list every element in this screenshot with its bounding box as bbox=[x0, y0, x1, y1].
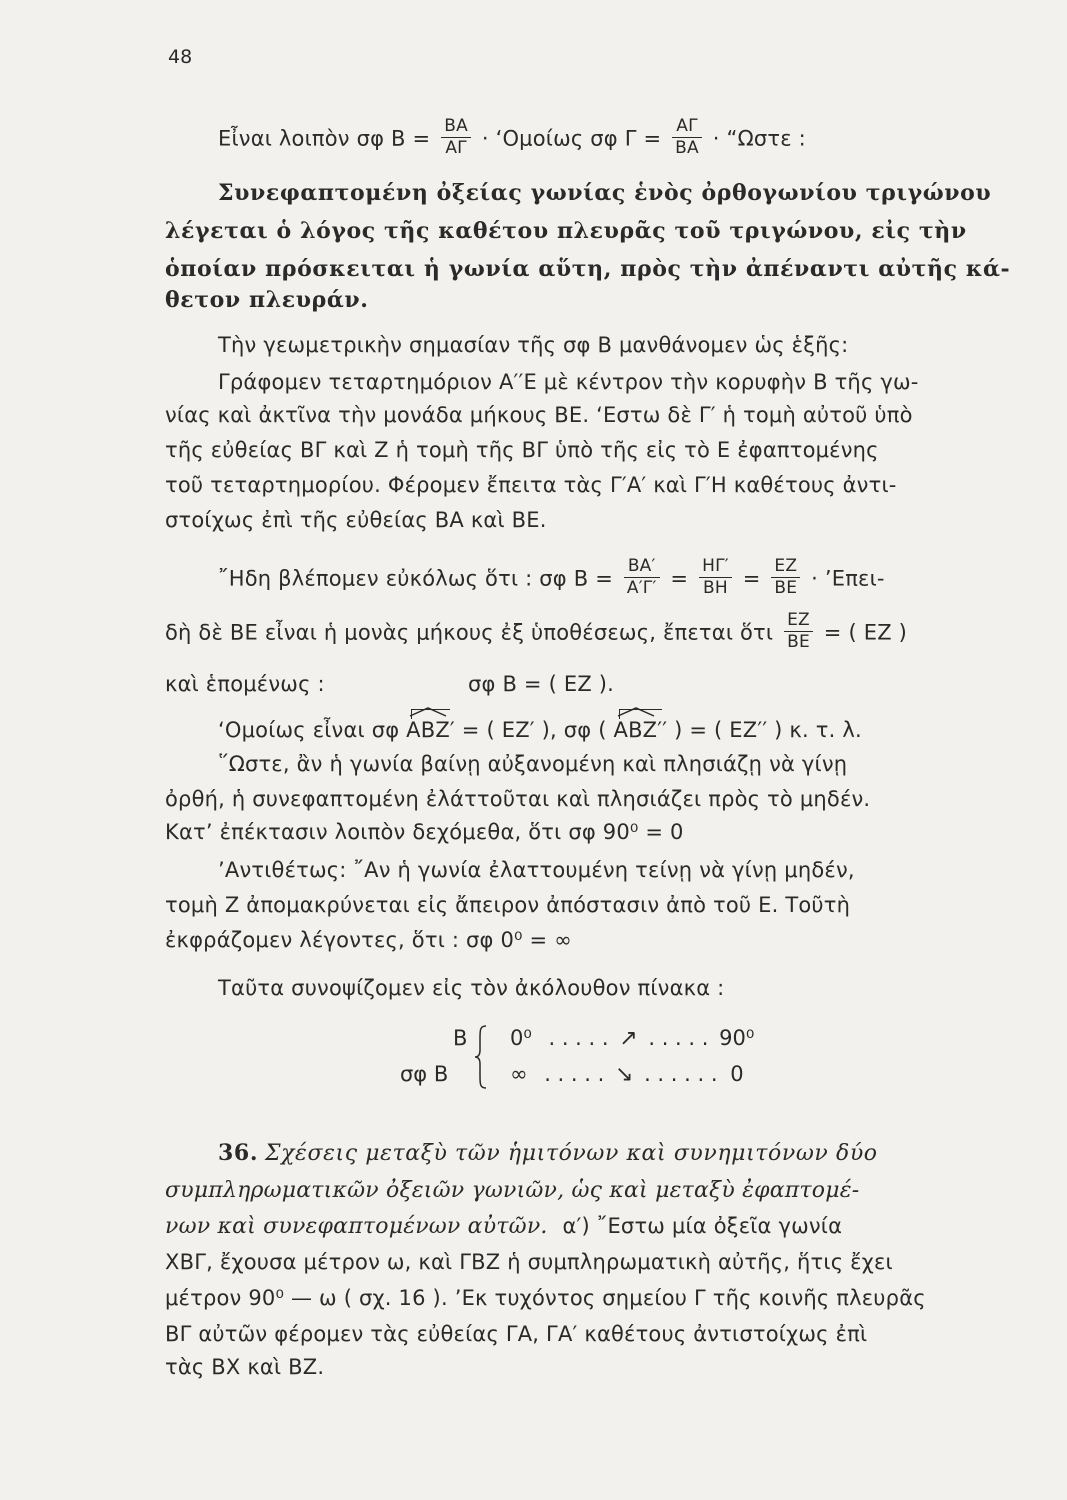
paragraph-line: Ταῦτα συνοψίζομεν εἰς τὸν ἀκόλουθον πίνακα : bbox=[218, 976, 725, 1000]
angle-abz-double-prime: ΑΒΖ′′ bbox=[614, 718, 668, 742]
fraction-hg-bh: $\frac{H\Gamma'}{BH}$ bbox=[699, 558, 732, 597]
table-row-values bbox=[510, 1062, 744, 1087]
text-segment: δὴ δὲ ΒΕ εἶναι ἡ μονὰς μήκους ἐξ ὑποθέσεως, ἔπεται ὅτι bbox=[165, 620, 774, 645]
text-segment: Εἶναι λοιπὸν σφ Β = bbox=[218, 126, 431, 151]
section-36-heading-line-1 bbox=[218, 1140, 878, 1166]
definition-line-4: θετον πλευράν. bbox=[165, 287, 369, 313]
equals-sign: = bbox=[670, 566, 689, 591]
text-segment: = ( ΕΖ′ ), σφ ( bbox=[461, 718, 607, 742]
paragraph-line: ἐκφράζομεν λέγοντες, ὅτι : σφ 0⁰ = ∞ bbox=[165, 928, 572, 952]
fraction-ez-be: $\frac{EZ}{BE}$ bbox=[771, 558, 800, 597]
section-title: νων καὶ συνεφαπτομένων αὐτῶν. bbox=[165, 1214, 548, 1239]
dots: . . . . . . bbox=[644, 1062, 718, 1086]
text-segment: ῎Ηδη βλέπομεν εὐκόλως ὅτι : σφ Β = bbox=[218, 566, 613, 591]
arrow-down-right-icon: ↘ bbox=[614, 1062, 634, 1087]
paragraph-line: μέτρον 90⁰ — ω ( σχ. 16 ). ’Εκ τυχόντος σημείου Γ τῆς κοινῆς πλευρᾶς bbox=[165, 1286, 926, 1310]
dots: . . . . . bbox=[648, 1026, 709, 1050]
arrow-up-right-icon: ↗ bbox=[619, 1026, 638, 1051]
row-label: σφ Β bbox=[400, 1062, 449, 1086]
table-row-values bbox=[510, 1026, 754, 1051]
text-segment: α′) ῎Εστω μία ὀξεῖα γωνία bbox=[562, 1214, 843, 1238]
section-36-line-3 bbox=[165, 1214, 842, 1239]
brace-icon bbox=[474, 1024, 488, 1090]
row-label: Β bbox=[453, 1026, 468, 1050]
equation-consequently bbox=[165, 672, 325, 696]
paragraph-line: ὀρθή, ἡ συνεφαπτομένη ἐλάττοῦται καὶ πλησιάζει πρὸς τὸ μηδέν. bbox=[165, 787, 871, 811]
value-start: 0⁰ bbox=[510, 1026, 532, 1050]
definition-line-2: λέγεται ὁ λόγος τῆς καθέτου πλευρᾶς τοῦ τριγώνου, εἰς τὴν bbox=[165, 218, 967, 244]
text-segment: · ’Επει- bbox=[811, 566, 885, 591]
paragraph-line: τομὴ Ζ ἀπομακρύνεται εἰς ἄπειρον ἀπόστασιν ἀπὸ τοῦ Ε. Τοῦτὴ bbox=[165, 893, 851, 917]
angle-hat-icon bbox=[408, 707, 448, 717]
paragraph-line: τῆς εὐθείας ΒΓ καὶ Ζ ἡ τομὴ τῆς ΒΓ ὑπὸ τῆς εἰς τὸ Ε ἐφαπτομένης bbox=[165, 438, 879, 462]
table-row bbox=[453, 1026, 467, 1050]
paragraph-line: τὰς ΒΧ καὶ ΒΖ. bbox=[165, 1355, 325, 1379]
text-segment: ‘Ομοίως εἶναι σφ bbox=[218, 718, 400, 742]
value-end: 0 bbox=[730, 1062, 744, 1086]
text-segment: = ( ΕΖ ) bbox=[823, 620, 908, 645]
angle-abz-prime: ΑΒΖ′ bbox=[406, 718, 455, 742]
fraction-ag-ba: $\frac{A\Gamma}{BA}$ bbox=[672, 118, 702, 157]
angle-hat-icon bbox=[616, 707, 656, 717]
paragraph-line: νίας καὶ ἀκτῖνα τὴν μονάδα μήκους ΒΕ. ‘Εστω δὲ Γ′ ἡ τομὴ αὐτοῦ ὑπὸ bbox=[165, 403, 913, 427]
fraction-ba-prime: $\frac{BA'}{A'\Gamma'}$ bbox=[624, 558, 660, 597]
cot-definition-formula-line bbox=[218, 116, 806, 159]
definition-line-1: Συνεφαπτομένη ὀξείας γωνίας ἑνὸς ὀρθογωνίου τριγώνου bbox=[218, 180, 992, 206]
paragraph-line: στοίχως ἐπὶ τῆς εὐθείας ΒΑ καὶ ΒΕ. bbox=[165, 508, 547, 532]
paragraph-line: Τὴν γεωμετρικὴν σημασίαν τῆς σφ Β μανθάνομεν ὡς ἑξῆς: bbox=[218, 333, 849, 357]
equation-cot-b bbox=[218, 556, 885, 599]
page-number: 48 bbox=[168, 46, 193, 68]
paragraph-line: ΧΒΓ, ἔχουσα μέτρον ω, καὶ ΓΒΖ ἡ συμπληρωματικὴ αὐτῆς, ἥτις ἔχει bbox=[165, 1250, 893, 1274]
paragraph-line: Γράφομεν τεταρτημόριον Α′′Ε μὲ κέντρον τὴν κορυφὴν Β τῆς γω- bbox=[218, 370, 919, 394]
text-segment: · “Ωστε : bbox=[712, 126, 806, 151]
paragraph-line: ῞Ωστε, ἂν ἡ γωνία βαίνῃ αὐξανομένη καὶ πλησιάζῃ νὰ γίνῃ bbox=[218, 752, 848, 776]
section-36-heading-line-2: συμπληρωματικῶν ὀξειῶν γωνιῶν, ὡς καὶ μεταξὺ ἐφαπτομέ- bbox=[165, 1178, 860, 1203]
text-segment: · ‘Ομοίως σφ Γ = bbox=[481, 126, 662, 151]
equation-cot-b-ez: σφ Β = ( ΕΖ ). bbox=[468, 672, 615, 696]
value-end: 90⁰ bbox=[719, 1026, 755, 1050]
paragraph-line: Κατ’ ἐπέκτασιν λοιπὸν δεχόμεθα, ὅτι σφ 90⁰ = 0 bbox=[165, 820, 684, 844]
dots: . . . . . bbox=[548, 1026, 609, 1050]
text-segment: ) = ( ΕΖ′′ ) κ. τ. λ. bbox=[674, 718, 862, 742]
equation-unit-length bbox=[165, 610, 908, 653]
section-title: Σχέσεις μεταξὺ τῶν ἡμιτόνων καὶ συνημιτόνων δύο bbox=[264, 1141, 878, 1166]
paragraph-line: ΒΓ αὐτῶν φέρομεν τὰς εὐθείας ΓΑ, ΓΑ′ καθέτους ἀντιστοίχως ἐπὶ bbox=[165, 1322, 868, 1346]
definition-line-3: ὁποίαν πρόσκειται ἡ γωνία αὕτη, πρὸς τὴν ἀπέναντι αὐτῆς κά- bbox=[165, 256, 1011, 282]
equals-sign: = bbox=[742, 566, 761, 591]
dots: . . . . . bbox=[544, 1062, 605, 1086]
fraction-ba-ag: $\frac{BA}{A\Gamma}$ bbox=[441, 118, 471, 157]
text-segment: καὶ ἑπομένως : bbox=[165, 672, 325, 696]
paragraph-line: ’Αντιθέτως: ῎Αν ἡ γωνία ἐλαττουμένη τείνῃ νὰ γίνῃ μηδέν, bbox=[218, 858, 855, 882]
table-row bbox=[400, 1062, 448, 1086]
paragraph-line: τοῦ τεταρτημορίου. Φέρομεν ἔπειτα τὰς Γ′Α′ καὶ Γ′Η καθέτους ἀντι- bbox=[165, 473, 897, 497]
value-start: ∞ bbox=[510, 1062, 528, 1086]
section-number: 36. bbox=[218, 1140, 259, 1166]
fraction-ez-be: $\frac{EZ}{BE}$ bbox=[784, 612, 813, 651]
equation-similarly bbox=[218, 718, 862, 742]
